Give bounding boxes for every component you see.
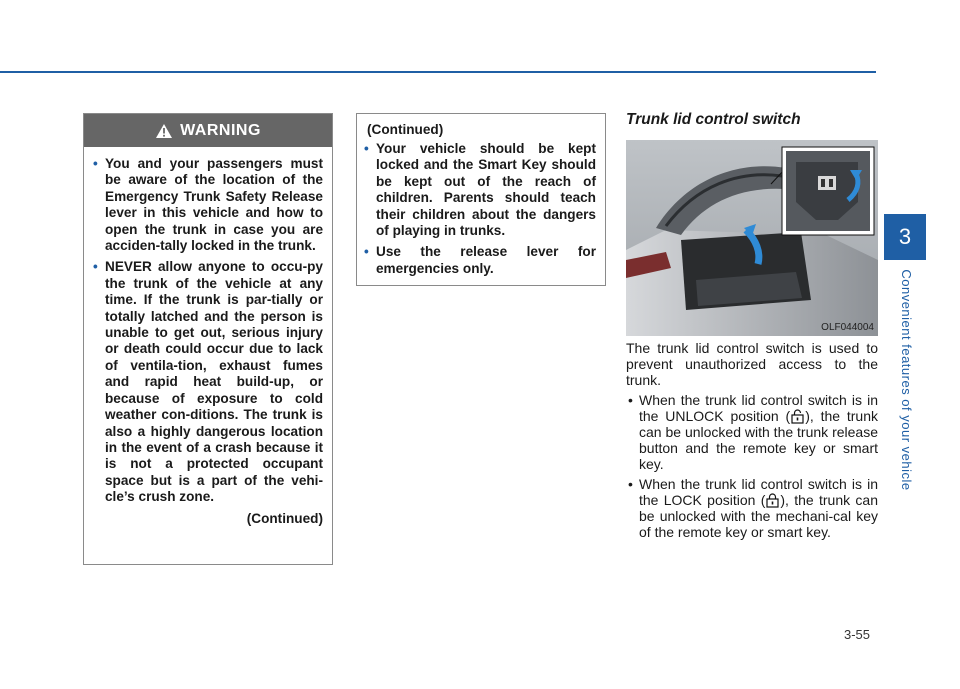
warning-triangle-icon xyxy=(155,123,173,139)
list-item: • When the trunk lid control switch is in the LOCK position ( ), the trunk can be unlocked with the mechani-cal key of the remote key or smart key. xyxy=(628,476,878,540)
continued-bullet: • Your vehicle should be kept locked and the Smart Key should be kept out of the reach of children. Parents should teach their children about the dangers of playing in trunks. xyxy=(364,141,596,239)
bullet-dot-icon: • xyxy=(93,259,98,275)
warning-title: WARNING xyxy=(180,121,261,139)
continued-box xyxy=(356,113,606,286)
top-rule xyxy=(0,71,876,73)
unlock-icon xyxy=(791,409,804,424)
bullet-dot-icon: • xyxy=(364,141,369,156)
chapter-number: 3 xyxy=(898,224,912,249)
bullet-dot-icon: • xyxy=(628,392,633,409)
continued-label: (Continued) xyxy=(246,510,323,526)
intro-paragraph: The trunk lid control switch is used to prevent unauthorized access to the trunk. xyxy=(626,340,878,388)
section-body xyxy=(626,341,878,546)
image-code: OLF044004 xyxy=(821,322,874,333)
trunk-photo xyxy=(626,140,878,336)
bullet-dot-icon: • xyxy=(364,244,369,260)
bullet-dot-icon: • xyxy=(93,156,98,171)
warning-bullet: • NEVER allow anyone to occu-py the trunk of the vehicle at any time. If the trunk is par-tially or totally latched and the person is unable to get out, serious injury or death could occur due to lack of ventila-tion, exhaust fumes and rapid heat build-up, or because of exposure to cold weather con-ditions. The trunk is also a highly dangerous location in the event of a crash because it is not a protected occupant space but is a part of the vehi-cle’s crush zone. xyxy=(93,259,323,505)
chapter-label: Convenient features of your vehicle xyxy=(899,269,914,491)
warning-body xyxy=(84,147,332,527)
continued-bullet: • Use the release lever for emergencies only. xyxy=(364,244,596,276)
lock-icon xyxy=(766,493,779,508)
warning-box xyxy=(83,113,333,565)
chapter-tab xyxy=(884,214,926,260)
warning-header xyxy=(84,114,332,147)
trunk-illustration xyxy=(626,140,878,336)
bullet-dot-icon: • xyxy=(628,476,633,493)
list-item: • When the trunk lid control switch is in the UNLOCK position ( ), the trunk can be unlocked with the trunk release button and the remote key or smart key. xyxy=(628,392,878,472)
warning-bullet: • You and your passengers must be aware of the location of the Emergency Trunk Safety Release lever in this vehicle and how to open the trunk in case you are acciden-tally locked in the trunk. xyxy=(93,156,323,254)
section-title: Trunk lid control switch xyxy=(626,111,801,128)
continued-title: (Continued) xyxy=(367,122,444,137)
page-number: 3-55 xyxy=(844,627,871,642)
